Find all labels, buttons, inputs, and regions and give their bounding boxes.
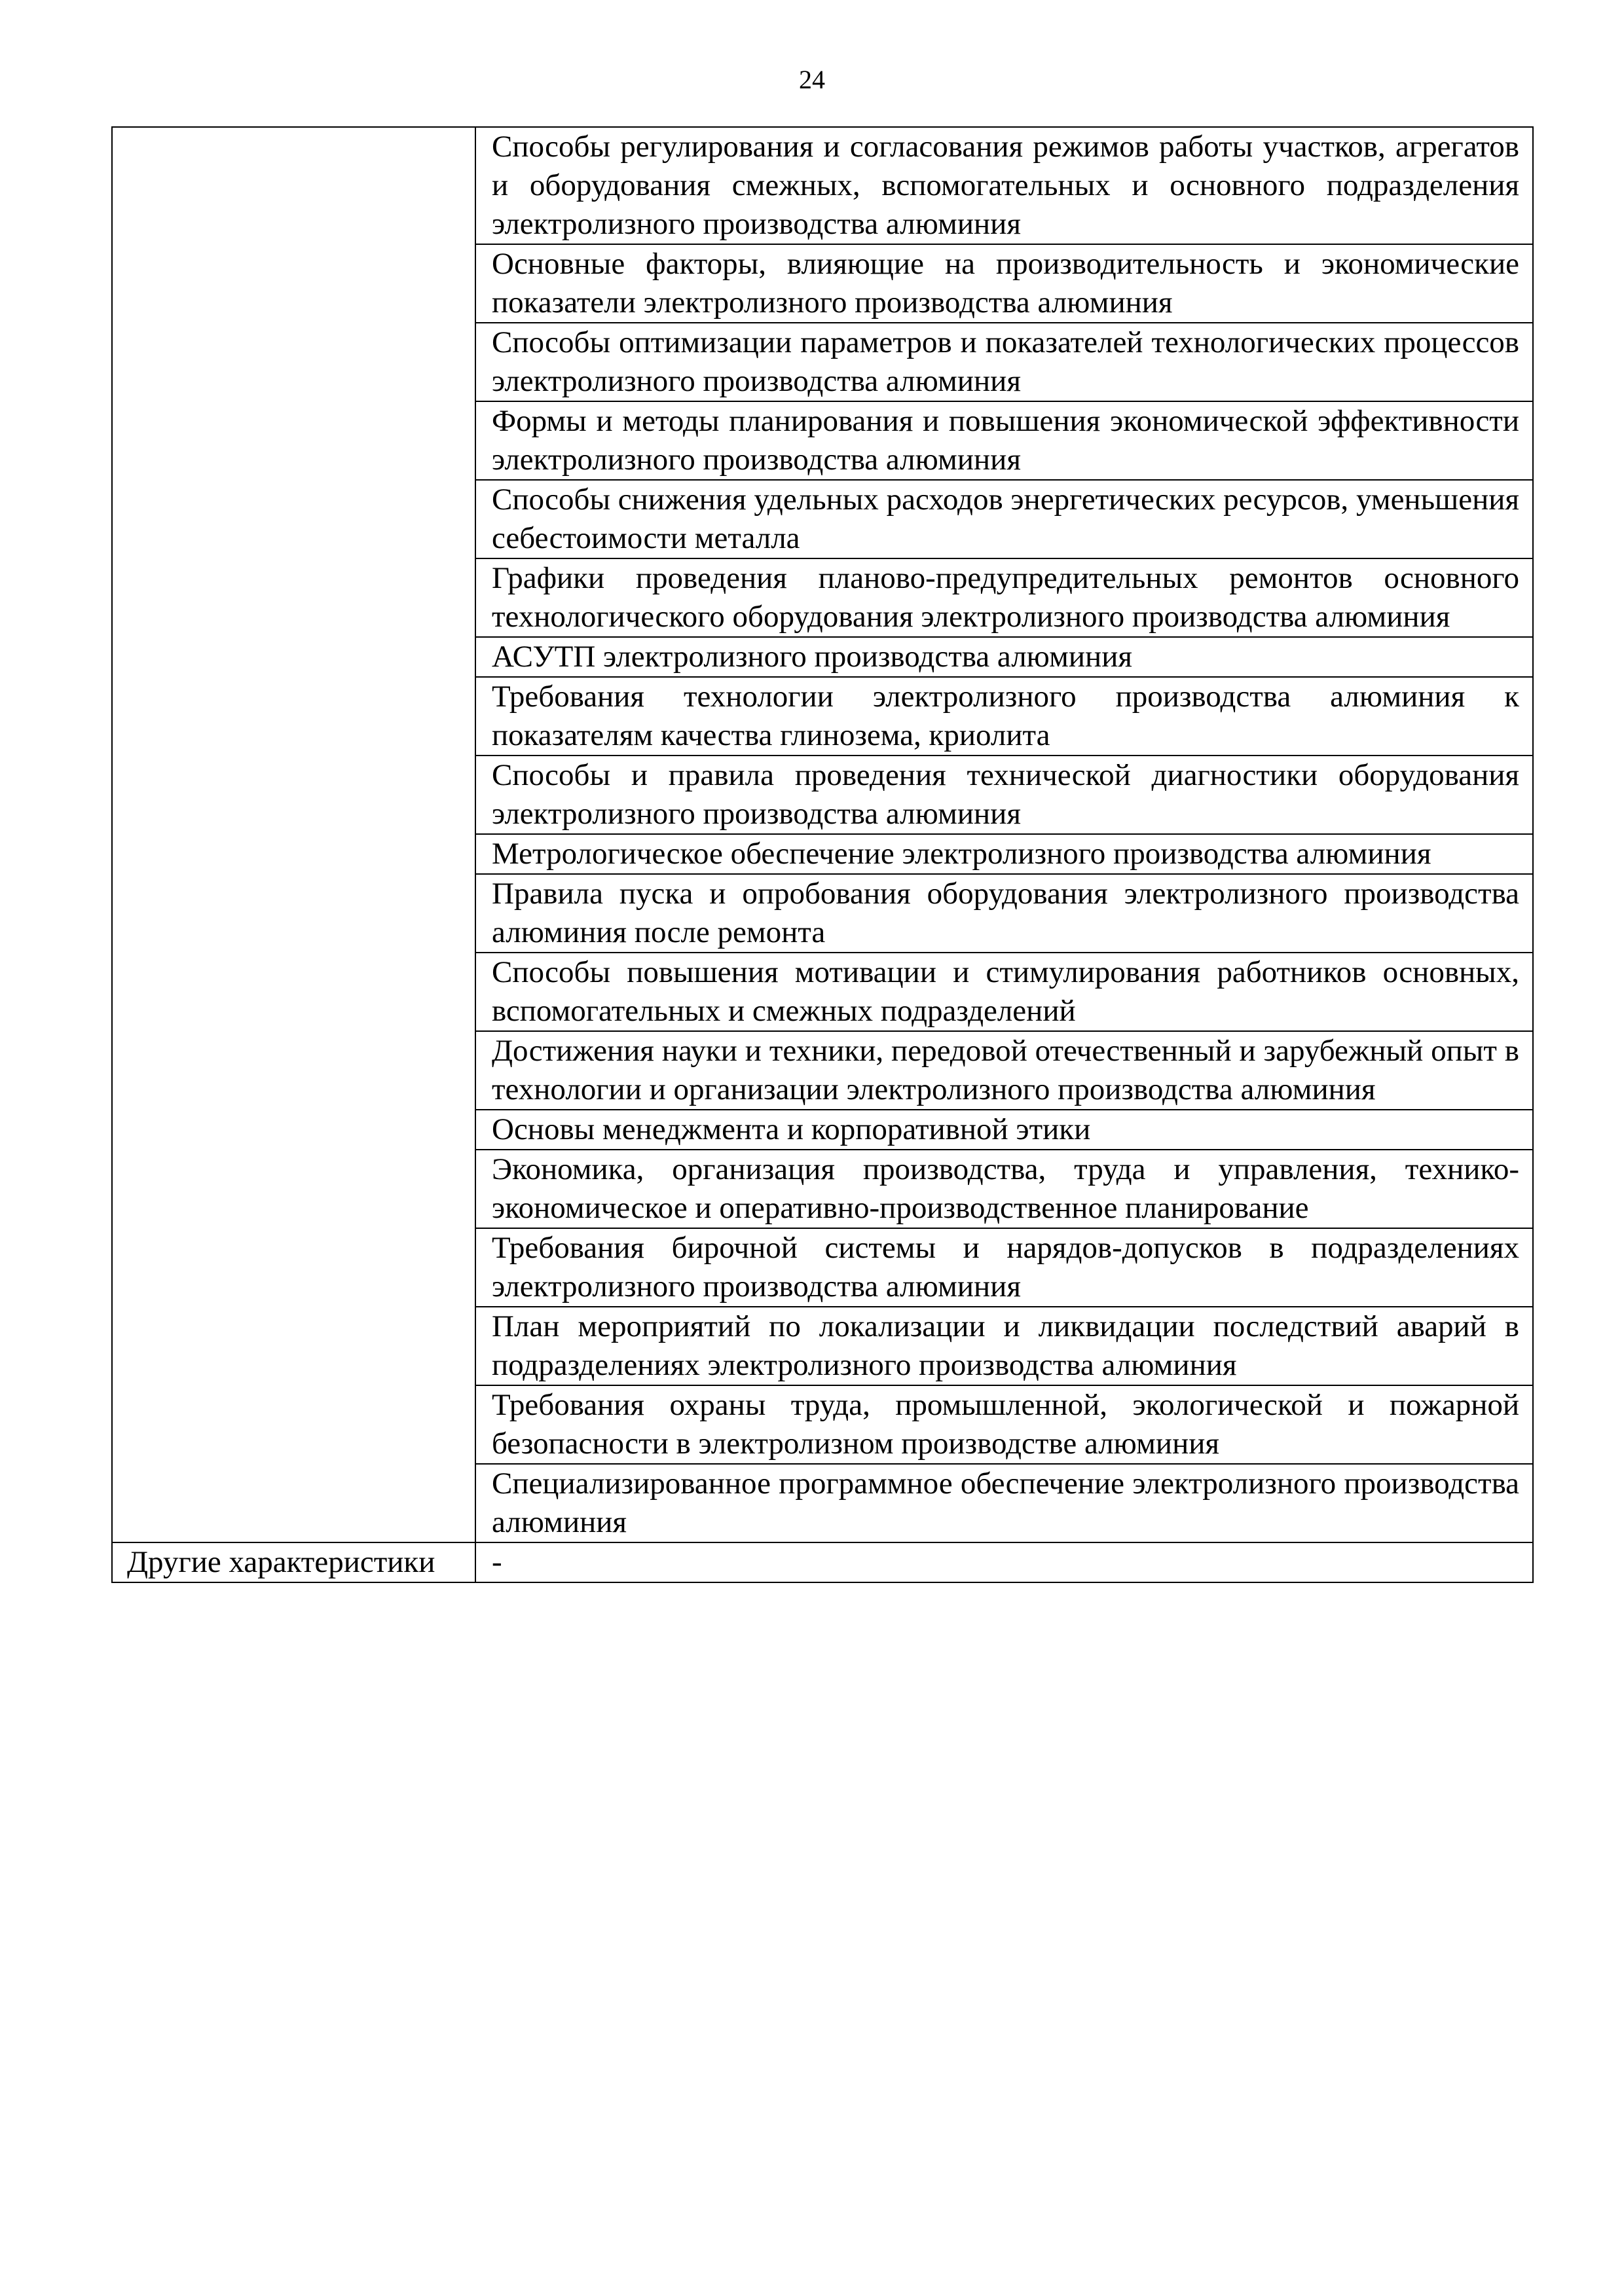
- label-cell-empty: [112, 127, 475, 1542]
- other-characteristics-label: Другие характеристики: [112, 1542, 475, 1582]
- requirement-cell: Способы регулирования и согласования режимов работы участков, агрегатов и оборудования смежных, вспомогательных и основного подразделения электролизного производства алюминия: [475, 127, 1533, 244]
- requirement-cell: Требования бирочной системы и нарядов-допусков в подразделениях электролизного производства алюминия: [475, 1228, 1533, 1307]
- requirement-cell: Способы и правила проведения технической диагностики оборудования электролизного производства алюминия: [475, 756, 1533, 834]
- requirement-cell: Экономика, организация производства, труда и управления, технико-экономическое и оперативно-производственное планирование: [475, 1150, 1533, 1228]
- requirement-cell: АСУТП электролизного производства алюминия: [475, 637, 1533, 677]
- requirement-cell: Требования технологии электролизного производства алюминия к показателям качества глинозема, криолита: [475, 677, 1533, 756]
- requirement-cell: Достижения науки и техники, передовой отечественный и зарубежный опыт в технологии и организации электролизного производства алюминия: [475, 1031, 1533, 1110]
- requirement-cell: Способы повышения мотивации и стимулирования работников основных, вспомогательных и смежных подразделений: [475, 953, 1533, 1031]
- requirement-cell: Способы оптимизации параметров и показателей технологических процессов электролизного производства алюминия: [475, 323, 1533, 401]
- requirement-cell: Способы снижения удельных расходов энергетических ресурсов, уменьшения себестоимости металла: [475, 480, 1533, 558]
- table-row: [112, 127, 1533, 244]
- other-characteristics-value: -: [475, 1542, 1533, 1582]
- knowledge-requirements-table: [111, 126, 1534, 1583]
- requirement-cell: Метрологическое обеспечение электролизного производства алюминия: [475, 834, 1533, 874]
- requirement-cell: Правила пуска и опробования оборудования электролизного производства алюминия после ремонта: [475, 874, 1533, 953]
- page-number: 24: [799, 65, 825, 94]
- requirement-cell: Формы и методы планирования и повышения экономической эффективности электролизного производства алюминия: [475, 401, 1533, 480]
- table-row-other: [112, 1542, 1533, 1582]
- requirement-cell: Специализированное программное обеспечение электролизного производства алюминия: [475, 1464, 1533, 1542]
- requirement-cell: Основы менеджмента и корпоративной этики: [475, 1110, 1533, 1150]
- requirement-cell: Основные факторы, влияющие на производительность и экономические показатели электролизного производства алюминия: [475, 244, 1533, 323]
- requirement-cell: Требования охраны труда, промышленной, экологической и пожарной безопасности в электролизном производстве алюминия: [475, 1385, 1533, 1464]
- requirement-cell: Графики проведения планово-предупредительных ремонтов основного технологического оборудования электролизного производства алюминия: [475, 558, 1533, 637]
- requirement-cell: План мероприятий по локализации и ликвидации последствий аварий в подразделениях электролизного производства алюминия: [475, 1307, 1533, 1385]
